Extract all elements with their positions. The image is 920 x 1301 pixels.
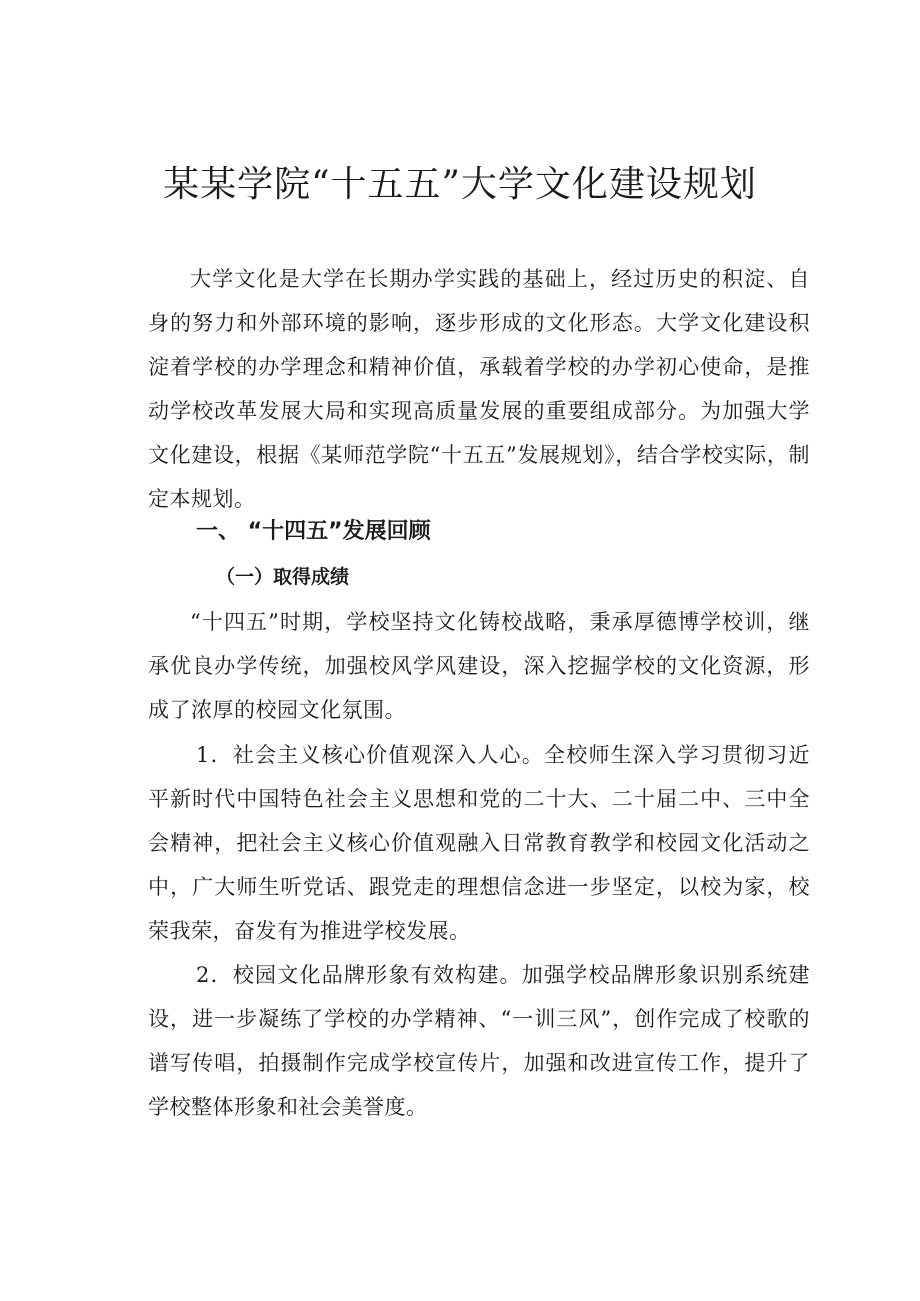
intro-paragraph: 大学文化是大学在长期办学实践的基础上，经过历史的积淀、自身的努力和外部环境的影响，逐步形成的文化形态。大学文化建设积淀着学校的办学理念和精神价值，承载着学校的办学初心使命，是推动学校改革发展大局和实现高质量发展的重要组成部分。为加强大学文化建设，根据《某师范学院“十五五”发展规划》，结合学校实际，制定本规划。: [148, 267, 810, 511]
subsection-heading: （一）取得成绩: [216, 566, 350, 588]
item-paragraph-1: 1．社会主义核心价值观深入人心。全校师生深入学习贯彻习近平新时代中国特色社会主义思想和党的二十大、二十届二中、三中全会精神，把社会主义核心价值观融入日常教育教学和校园文化活动之中，广大师生听党话、跟党走的理想信念进一步坚定，以校为家，校荣我荣，奋发有为推进学校发展。: [148, 743, 810, 943]
document-title: 某某学院“十五五”大学文化建设规划: [163, 164, 757, 205]
item-paragraph-2: 2．校园文化品牌形象有效构建。加强学校品牌形象识别系统建设，进一步凝练了学校的办学精神、“一训三风”，创作完成了校歌的谱写传唱，拍摄制作完成学校宣传片，加强和改进宣传工作，提升了学校整体形象和社会美誉度。: [148, 963, 810, 1119]
section-heading: 一、 “十四五”发展回顾: [196, 519, 431, 544]
achievements-paragraph: “十四五”时期，学校坚持文化铸校战略，秉承厚德博学校训，继承优良办学传统，加强校风学风建设，深入挖掘学校的文化资源，形成了浓厚的校园文化氛围。: [148, 610, 810, 722]
